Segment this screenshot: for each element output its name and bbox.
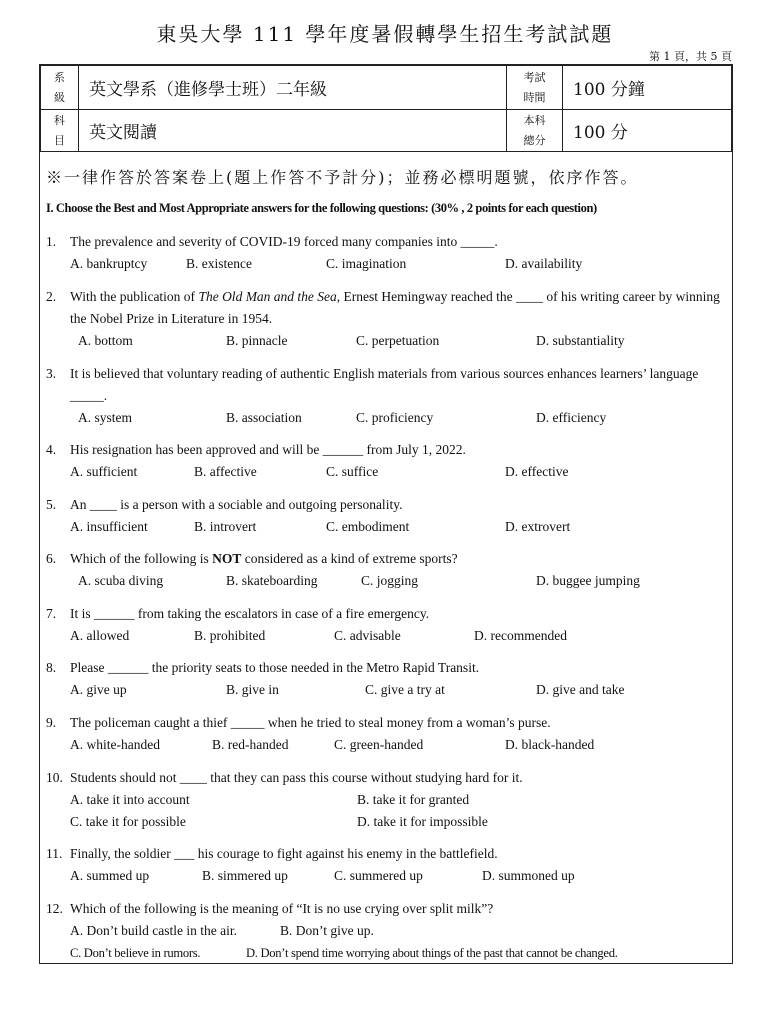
option-b: B. existence [186, 256, 252, 271]
option-b: B. skateboarding [226, 573, 318, 588]
option-b: B. simmered up [202, 868, 288, 883]
option-d: D. effective [505, 464, 569, 479]
question-text: An ____ is a person with a sociable and outgoing personality. [70, 497, 403, 512]
question-number: 1. [46, 234, 57, 249]
option-d: D. substantiality [536, 333, 625, 348]
option-d: D. black-handed [505, 737, 595, 752]
question-text-post: considered as a kind of extreme sports? [241, 551, 458, 566]
dept-label [41, 66, 79, 110]
time-value: 100 分鐘 [563, 66, 732, 110]
dept-label-line2: 級 [54, 90, 65, 104]
question-text: His resignation has been approved and will be ______ from July 1, 2022. [70, 442, 466, 457]
question-number: 9. [46, 715, 57, 730]
question-number: 7. [46, 606, 57, 621]
option-c: C. advisable [334, 628, 401, 643]
dept-value: 英文學系（進修學士班）二年級 [79, 66, 507, 110]
question-3 [46, 363, 722, 429]
option-b: B. Don’t give up. [280, 923, 374, 938]
question-text: Please ______ the priority seats to those needed in the Metro Rapid Transit. [70, 660, 480, 675]
info-table [40, 65, 732, 152]
subject-label-line2: 目 [54, 133, 65, 147]
question-9 [46, 712, 722, 756]
question-number: 6. [46, 551, 57, 566]
question-11 [46, 843, 722, 887]
option-d: D. extrovert [505, 519, 571, 534]
question-text: The policeman caught a thief _____ when he tried to steal money from a woman’s purse. [70, 715, 551, 730]
emphasis-not: NOT [212, 551, 242, 566]
question-text [70, 548, 722, 570]
subject-label [41, 110, 79, 152]
option-c: C. give a try at [365, 682, 445, 697]
section-heading: I. Choose the Best and Most Appropriate answers for the following questions: (30% , 2 points for each question) [46, 201, 597, 215]
question-text: Which of the following is the meaning of “It is no use crying over split milk”? [70, 901, 494, 916]
option-d: D. buggee jumping [536, 573, 640, 588]
option-a: A. give up [70, 682, 127, 697]
option-d: D. give and take [536, 682, 625, 697]
page-number: 第 1 頁，共 5 頁 [649, 50, 732, 63]
option-c: C. jogging [361, 573, 419, 588]
question-8 [46, 657, 722, 701]
option-a: A. scuba diving [78, 573, 164, 588]
option-c: C. Don’t believe in rumors. [70, 946, 201, 960]
exam-frame [39, 64, 733, 964]
score-value: 100 分 [563, 110, 732, 152]
answer-notice: ※一律作答於答案卷上(題上作答不予計分)；並務必標明題號，依序作答。 [46, 168, 639, 187]
question-text: It is ______ from taking the escalators in case of a fire emergency. [70, 606, 430, 621]
option-a: A. take it into account [70, 792, 190, 807]
question-1 [46, 231, 722, 275]
dept-label-line1: 系 [54, 70, 65, 84]
question-7 [46, 603, 722, 647]
subject-label-line1: 科 [54, 113, 65, 127]
option-b: B. affective [194, 464, 257, 479]
option-a: A. bankruptcy [70, 256, 148, 271]
option-d: D. Don’t spend time worrying about things of the past that cannot be changed. [246, 946, 618, 960]
question-number: 8. [46, 660, 57, 675]
option-b: B. pinnacle [226, 333, 288, 348]
score-label [507, 110, 563, 152]
question-text: The prevalence and severity of COVID-19 forced many companies into _____. [70, 234, 498, 249]
question-10 [46, 767, 722, 833]
time-label-line1: 考試 [523, 70, 546, 84]
question-number: 3. [46, 366, 57, 381]
option-c: C. embodiment [326, 519, 410, 534]
time-label [507, 66, 563, 110]
question-text-pre: Which of the following is [70, 551, 213, 566]
score-label-line1: 本科 [523, 113, 546, 127]
question-5 [46, 494, 722, 538]
option-d: D. take it for impossible [357, 814, 488, 829]
option-b: B. red-handed [212, 737, 289, 752]
question-2 [46, 286, 722, 352]
question-text-post: , Ernest Hemingway reached the ____ of his writing career by winning the Nobel Prize in Literature in 1954. [70, 289, 720, 326]
option-d: D. summoned up [482, 868, 575, 883]
question-number: 5. [46, 497, 57, 512]
question-number: 10. [46, 770, 63, 785]
question-text: Students should not ____ that they can pass this course without studying hard for it. [70, 770, 523, 785]
option-b: B. give in [226, 682, 279, 697]
question-number: 12. [46, 901, 63, 916]
option-c: C. green-handed [334, 737, 424, 752]
option-d: D. availability [505, 256, 583, 271]
option-a: A. Don’t build castle in the air. [70, 923, 237, 938]
option-a: A. white-handed [70, 737, 160, 752]
book-title: The Old Man and the Sea [198, 289, 337, 304]
score-label-line2: 總分 [523, 133, 546, 147]
option-d: D. recommended [474, 628, 567, 643]
option-b: B. association [226, 410, 302, 425]
option-b: B. take it for granted [357, 792, 470, 807]
question-number: 2. [46, 289, 57, 304]
option-c: C. summered up [334, 868, 423, 883]
subject-value: 英文閱讀 [79, 110, 507, 152]
option-a: A. insufficient [70, 519, 148, 534]
option-b: B. introvert [194, 519, 257, 534]
question-text-pre: With the publication of [70, 289, 199, 304]
option-a: A. summed up [70, 868, 150, 883]
option-c: C. imagination [326, 256, 407, 271]
option-c: C. suffice [326, 464, 379, 479]
option-a: A. sufficient [70, 464, 138, 479]
option-b: B. prohibited [194, 628, 266, 643]
option-c: C. take it for possible [70, 814, 186, 829]
option-a: A. allowed [70, 628, 130, 643]
question-text: Finally, the soldier ___ his courage to fight against his enemy in the battlefield. [70, 846, 498, 861]
exam-title: 東吳大學 111 學年度暑假轉學生招生考試試題 [156, 22, 614, 46]
question-12 [46, 898, 722, 964]
question-number: 11. [46, 846, 63, 861]
option-a: A. system [78, 410, 132, 425]
option-c: C. perpetuation [356, 333, 440, 348]
question-text: It is believed that voluntary reading of authentic English materials from various sources enhances learners’ language _____. [70, 366, 699, 403]
question-number: 4. [46, 442, 57, 457]
option-d: D. efficiency [536, 410, 607, 425]
question-text [70, 286, 722, 330]
question-6 [46, 548, 722, 592]
time-label-line2: 時間 [523, 90, 546, 104]
option-c: C. proficiency [356, 410, 434, 425]
option-a: A. bottom [78, 333, 133, 348]
question-4 [46, 439, 722, 483]
